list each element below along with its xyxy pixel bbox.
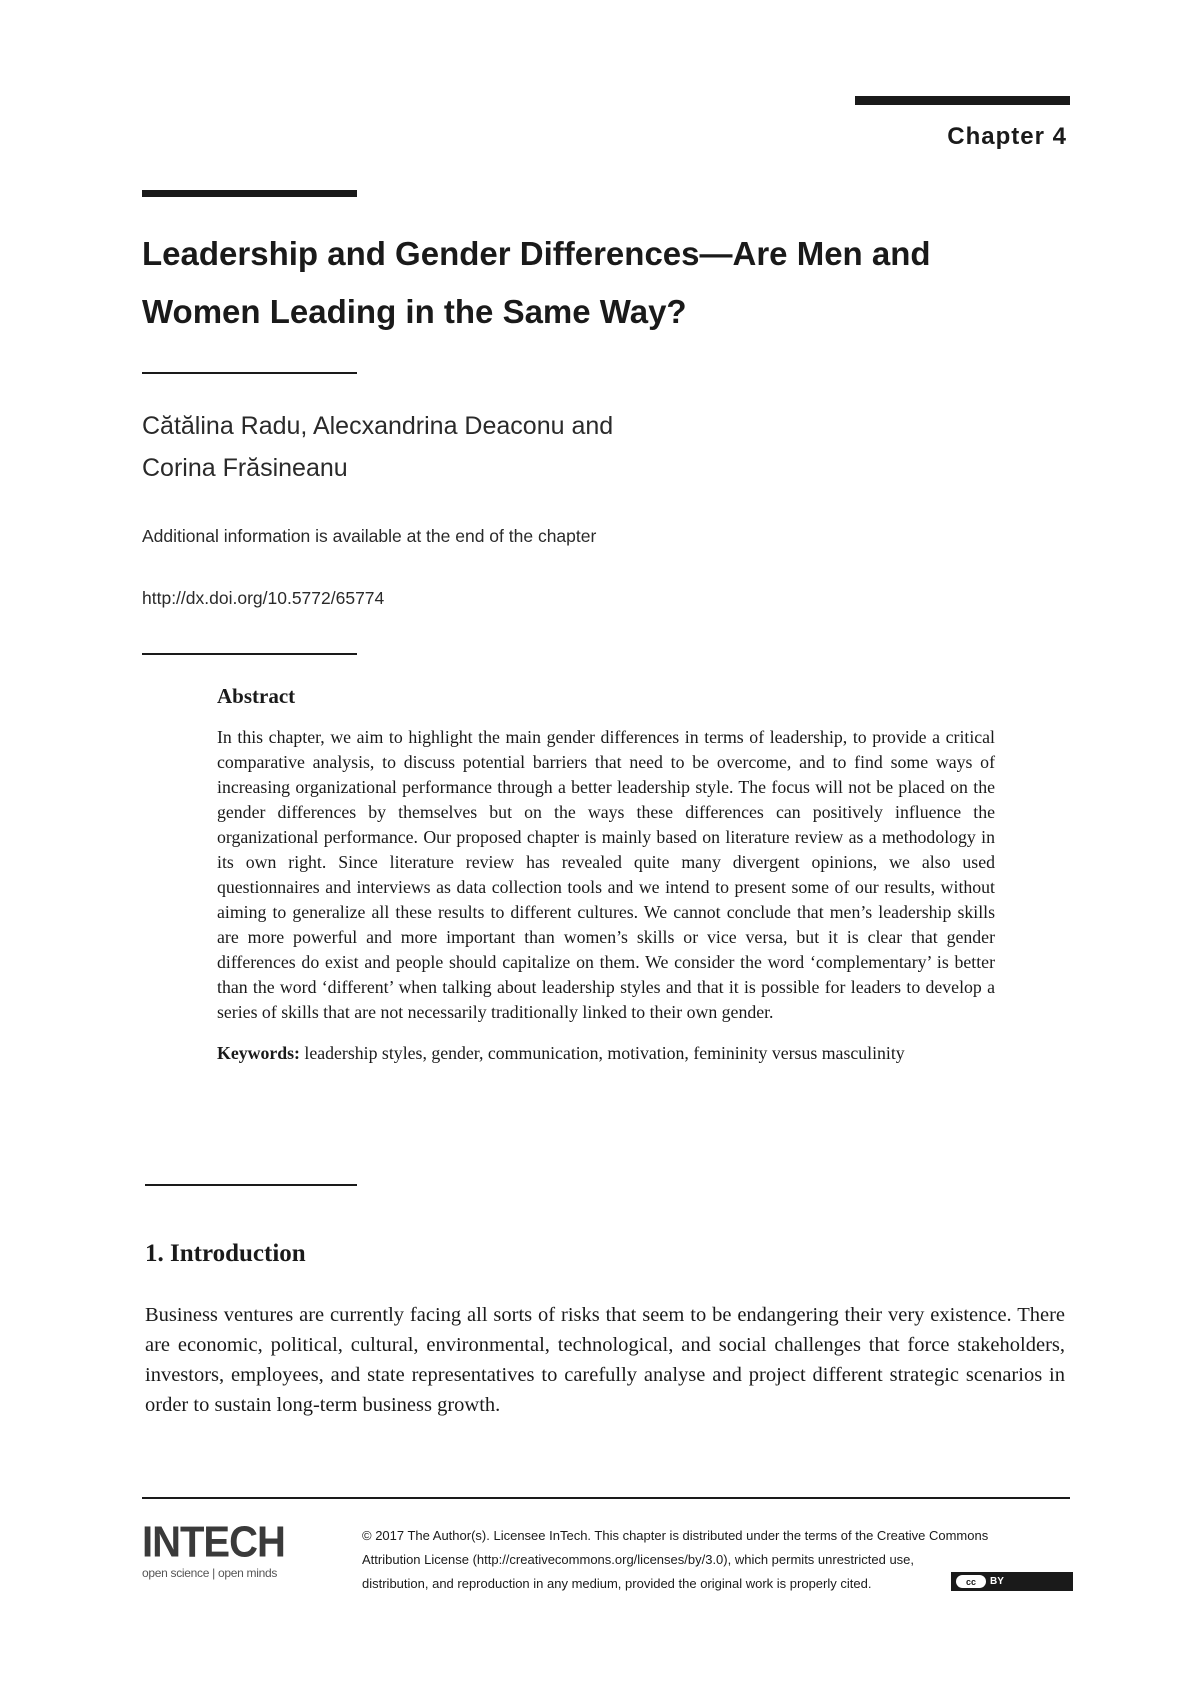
abstract-heading: Abstract xyxy=(217,684,296,708)
introduction-text: Business ventures are currently facing all sorts of risks that seem to be endangering their very existence. There are economic, political, cultural, environmental, technological, and social challenges that force stakeholders, investors, employees, and state representatives to carefully analyse and project different strategic scenarios in order to sustain long-term business growth. xyxy=(145,1304,1065,1416)
additional-info: Additional information is available at the end of the chapter xyxy=(142,526,597,546)
cc-icon: cc xyxy=(956,1575,986,1588)
intech-logo-tagline: open science | open minds xyxy=(142,1566,278,1580)
abstract-text: In this chapter, we aim to highlight the main gender differences in terms of leadership, to provide a critical comparative analysis, to discuss potential barriers that need to be overcome, and to find some ways of increasing organizational performance through a better leadership style. The focus will not be placed on the gender differences by themselves but on the ways these differences can positively influence the organizational performance. Our proposed chapter is mainly based on literature review as a methodology in its own right. Since literature review has revealed quite many divergent opinions, we also used questionnaires and interviews as data collection tools and we intend to present some of our results, without aiming to generalize all these results to different cultures. We cannot conclude that men’s leadership skills are more powerful and more important than women’s skills or vice versa, but it is clear that gender differences do exist and people should capitalize on them. We consider the word ‘complementary’ is better than the word ‘different’ when talking about leadership styles and that it is possible for leaders to develop a series of skills that are not necessarily traditionally linked to their own gender. xyxy=(217,727,995,1022)
cc-by-label: BY xyxy=(990,1576,1004,1587)
keywords-label: Keywords: xyxy=(217,1043,300,1063)
cc-by-badge-icon[interactable] xyxy=(951,1572,1073,1591)
doi-link[interactable]: http://dx.doi.org/10.5772/65774 xyxy=(142,588,385,608)
title-thick-rule xyxy=(142,190,357,197)
divider-after-doi xyxy=(142,653,357,655)
divider-after-title xyxy=(142,372,357,374)
footer-divider xyxy=(142,1497,1070,1499)
top-right-thick-rule xyxy=(855,96,1070,105)
keywords-text: leadership styles, gender, communication, motivation, femininity versus masculinity xyxy=(304,1043,905,1063)
divider-after-abstract xyxy=(145,1184,357,1186)
intech-logo-word: INTECH xyxy=(142,1517,285,1567)
chapter-title xyxy=(142,225,1082,341)
authors-line-2: Corina Frăsineanu xyxy=(142,454,348,482)
abstract-section xyxy=(217,684,995,1066)
chapter-label: Chapter 4 xyxy=(947,123,1067,150)
authors xyxy=(142,405,842,489)
introduction-heading: 1. Introduction xyxy=(145,1240,306,1267)
license-line-3: distribution, and reproduction in any medium, provided the original work is properly cited. xyxy=(362,1576,872,1591)
authors-line-1: Cătălina Radu, Alecxandrina Deaconu and xyxy=(142,412,614,440)
license-line-2: Attribution License (http://creativecommons.org/licenses/by/3.0), which permits unrestricted use, xyxy=(362,1552,915,1567)
license-line-1: © 2017 The Author(s). Licensee InTech. This chapter is distributed under the terms of the Creative Commons xyxy=(362,1528,989,1543)
intech-logo xyxy=(142,1517,317,1580)
title-line-2: Women Leading in the Same Way? xyxy=(142,293,687,330)
keywords xyxy=(217,1041,995,1066)
title-line-1: Leadership and Gender Differences—Are Men and xyxy=(142,235,931,272)
